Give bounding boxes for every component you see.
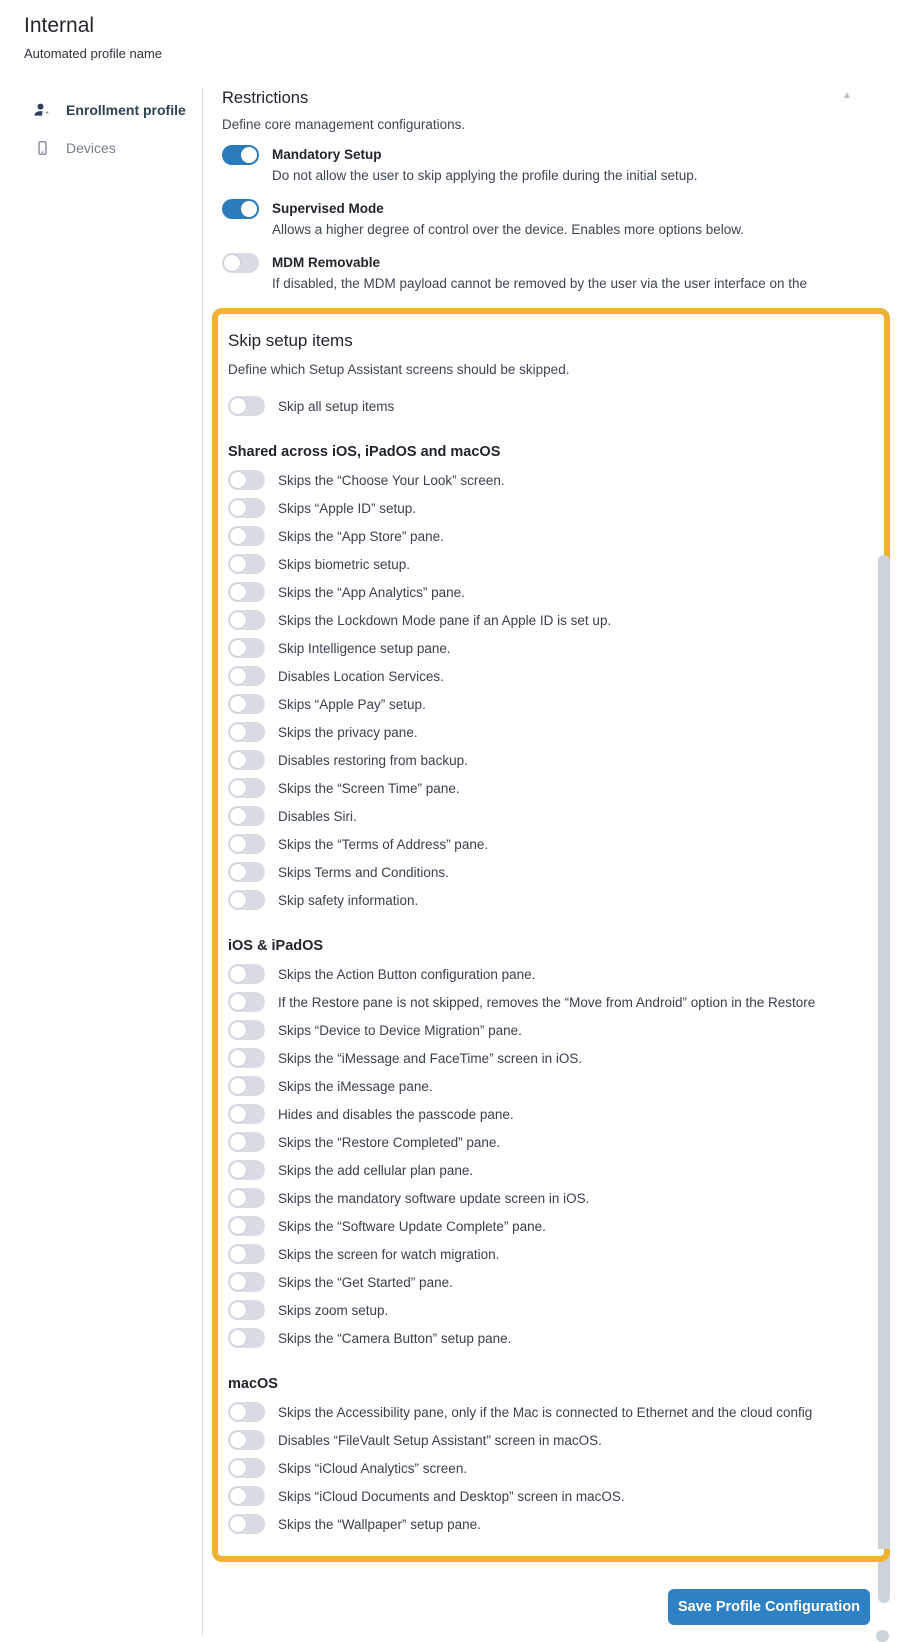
skip-row <box>228 666 884 686</box>
toggle-skips-the-screen-for-watch-migration[interactable] <box>228 1244 265 1264</box>
toggle-disables-filevault-setup-assistant-screen-in-mac[interactable] <box>228 1430 265 1450</box>
restriction-description: Allows a higher degree of control over the device. Enables more options below. <box>272 222 745 237</box>
toggle-skips-the-imessage-pane[interactable] <box>228 1076 265 1096</box>
skip-item-label: Skips the “Wallpaper” setup pane. <box>278 1516 481 1532</box>
skip-row <box>228 470 884 490</box>
save-profile-configuration-button[interactable]: Save Profile Configuration <box>668 1589 870 1625</box>
skip-row <box>228 638 884 658</box>
sidebar-item-enrollment-profile[interactable] <box>0 91 202 129</box>
collapse-section-icon[interactable]: ▲ <box>842 90 852 101</box>
skip-row <box>228 1514 884 1534</box>
skip-item-label: Skips the screen for watch migration. <box>278 1246 500 1262</box>
toggle-skips-zoom-setup[interactable] <box>228 1300 265 1320</box>
skip-item-label: Disables Location Services. <box>278 668 444 684</box>
toggle-skips-the-camera-button-setup-pane[interactable] <box>228 1328 265 1348</box>
skip-item-label: Disables restoring from backup. <box>278 752 468 768</box>
restriction-row-mdm-removable <box>222 253 913 294</box>
toggle-mdm-removable[interactable] <box>222 253 259 273</box>
skip-item-label: Skips the add cellular plan pane. <box>278 1162 474 1178</box>
skip-row <box>228 778 884 798</box>
skip-row <box>228 964 884 984</box>
skip-item-label: Skips the Accessibility pane, only if the Mac is connected to Ethernet and the cloud config <box>278 1404 813 1420</box>
skip-row <box>228 582 884 602</box>
skip-item-label: Skips “Apple ID” setup. <box>278 500 417 516</box>
skip-row <box>228 750 884 770</box>
sidebar <box>0 87 203 1636</box>
toggle-skip-intelligence-setup-pane[interactable] <box>228 638 265 658</box>
skip-row <box>228 1430 884 1450</box>
skip-setup-highlight-box <box>212 308 890 1562</box>
page-title: Internal <box>24 14 95 37</box>
toggle-skips-the-choose-your-look-screen[interactable] <box>228 470 265 490</box>
skip-item-label: Skips Terms and Conditions. <box>278 864 449 880</box>
toggle-skip-safety-information[interactable] <box>228 890 265 910</box>
skip-item-label: If the Restore pane is not skipped, removes the “Move from Android” option in the Restore <box>278 994 816 1010</box>
skip-item-label: Skips the “iMessage and FaceTime” screen in iOS. <box>278 1050 583 1066</box>
skip-item-label: Disables “FileVault Setup Assistant” screen in macOS. <box>278 1432 602 1448</box>
devices-icon <box>33 139 51 157</box>
skip-item-label: Skips the “App Store” pane. <box>278 528 444 544</box>
toggle-disables-location-services[interactable] <box>228 666 265 686</box>
skip-row <box>228 610 884 630</box>
toggle-skips-the-software-update-complete-pane[interactable] <box>228 1216 265 1236</box>
skip-item-label: Disables Siri. <box>278 808 357 824</box>
skip-item-label: Skips the “Terms of Address” pane. <box>278 836 489 852</box>
restrictions-description: Define core management configurations. <box>222 117 466 132</box>
main-layout <box>0 87 913 1636</box>
toggle-skips-icloud-analytics-screen[interactable] <box>228 1458 265 1478</box>
toggle-supervised-mode[interactable] <box>222 199 259 219</box>
toggle-skips-the-mandatory-software-update-screen-in-io[interactable] <box>228 1188 265 1208</box>
skip-row <box>228 862 884 882</box>
toggle-skips-the-privacy-pane[interactable] <box>228 722 265 742</box>
restrictions-title: Restrictions <box>222 89 309 107</box>
skip-row <box>228 1132 884 1152</box>
restrictions-section <box>222 88 913 294</box>
sidebar-item-label: Enrollment profile <box>66 102 186 118</box>
toggle-disables-restoring-from-backup[interactable] <box>228 750 265 770</box>
toggle-skips-device-to-device-migration-pane[interactable] <box>228 1020 265 1040</box>
page-header <box>0 0 913 61</box>
page-scrollbar-thumb[interactable] <box>876 1630 889 1642</box>
sidebar-item-label: Devices <box>66 140 116 156</box>
skip-row <box>228 1244 884 1264</box>
toggle-mandatory-setup[interactable] <box>222 145 259 165</box>
skip-item-label: Skips “iCloud Analytics” screen. <box>278 1460 468 1476</box>
toggle-skips-the-imessage-and-facetime-screen-in-ios[interactable] <box>228 1048 265 1068</box>
toggle-skips-the-screen-time-pane[interactable] <box>228 778 265 798</box>
skip-row <box>228 694 884 714</box>
skip-item-label: Skips the iMessage pane. <box>278 1078 433 1094</box>
toggle-skips-the-wallpaper-setup-pane[interactable] <box>228 1514 265 1534</box>
skip-row <box>228 1160 884 1180</box>
skip-item-label: Skips the mandatory software update screen in iOS. <box>278 1190 590 1206</box>
skip-row <box>228 834 884 854</box>
skip-item-label: Skip Intelligence setup pane. <box>278 640 451 656</box>
restrictions-toggle-list <box>222 145 913 294</box>
skip-row <box>228 1486 884 1506</box>
restriction-description: If disabled, the MDM payload cannot be removed by the user via the user interface on the <box>272 276 808 291</box>
skip-item-label: Skips biometric setup. <box>278 556 411 572</box>
toggle-skips-the-app-analytics-pane[interactable] <box>228 582 265 602</box>
skip-item-label: Skips “iCloud Documents and Desktop” screen in macOS. <box>278 1488 625 1504</box>
page-subtitle: Automated profile name <box>24 46 163 61</box>
toggle-skips-the-get-started-pane[interactable] <box>228 1272 265 1292</box>
skip-row <box>228 890 884 910</box>
skip-row <box>228 1216 884 1236</box>
skip-item-label: Skips the Lockdown Mode pane if an Apple ID is set up. <box>278 612 612 628</box>
skip-item-label: Skip safety information. <box>278 892 419 908</box>
skip-setup-description: Define which Setup Assistant screens should be skipped. <box>228 362 570 377</box>
sidebar-item-devices[interactable] <box>0 129 202 167</box>
skip-item-label: Skips “Device to Device Migration” pane. <box>278 1022 522 1038</box>
skip-item-label: Skips the Action Button configuration pane. <box>278 966 536 982</box>
skip-item-label: Skips the privacy pane. <box>278 724 418 740</box>
skip-all-label: Skip all setup items <box>278 398 395 414</box>
toggle-skips-apple-id-setup[interactable] <box>228 498 265 518</box>
toggle-skips-the-lockdown-mode-pane-if-an-apple-id-is-s[interactable] <box>228 610 265 630</box>
skip-item-label: Skips the “Choose Your Look” screen. <box>278 472 505 488</box>
skip-row <box>228 1020 884 1040</box>
skip-row <box>228 1458 884 1478</box>
toggle-skips-the-add-cellular-plan-pane[interactable] <box>228 1160 265 1180</box>
skip-item-label: Skips the “Get Started” pane. <box>278 1274 453 1290</box>
toggle-skips-the-action-button-configuration-pane[interactable] <box>228 964 265 984</box>
toggle-skips-the-terms-of-address-pane[interactable] <box>228 834 265 854</box>
restriction-title: MDM Removable <box>272 255 381 270</box>
toggle-if-the-restore-pane-is-not-skipped-removes-the-m[interactable] <box>228 992 265 1012</box>
skip-item-label: Skips “Apple Pay” setup. <box>278 696 426 712</box>
restriction-title: Supervised Mode <box>272 201 384 216</box>
skip-row <box>228 498 884 518</box>
toggle-skips-the-app-store-pane[interactable] <box>228 526 265 546</box>
toggle-skips-terms-and-conditions[interactable] <box>228 862 265 882</box>
skip-row <box>228 992 884 1012</box>
skip-row <box>228 526 884 546</box>
skip-row <box>228 1048 884 1068</box>
group-heading-ios-ipados: iOS & iPadOS <box>228 938 324 954</box>
skip-setup-title: Skip setup items <box>228 331 353 350</box>
toggle-hides-and-disables-the-passcode-pane[interactable] <box>228 1104 265 1124</box>
restriction-title: Mandatory Setup <box>272 147 382 162</box>
toggle-skips-the-accessibility-pane-only-if-the-mac-is-[interactable] <box>228 1402 265 1422</box>
restriction-row-mandatory-setup <box>222 145 913 186</box>
skip-item-label: Skips the “Restore Completed” pane. <box>278 1134 501 1150</box>
skip-row <box>228 722 884 742</box>
skip-row <box>228 1328 884 1348</box>
skip-row <box>228 1188 884 1208</box>
toggle-skip-all-setup-items[interactable] <box>228 396 265 416</box>
skip-groups <box>228 444 884 1534</box>
skip-item-label: Skips the “Camera Button” setup pane. <box>278 1330 512 1346</box>
skip-row <box>228 1272 884 1292</box>
skip-row <box>228 806 884 826</box>
toggle-skips-biometric-setup[interactable] <box>228 554 265 574</box>
skip-row <box>228 1104 884 1124</box>
restriction-description: Do not allow the user to skip applying the profile during the initial setup. <box>272 168 698 183</box>
group-heading-macos: macOS <box>228 1376 278 1392</box>
skip-row <box>228 1076 884 1096</box>
enrollment-profile-icon <box>33 101 51 119</box>
skip-row <box>228 1300 884 1320</box>
skip-row <box>228 1402 884 1422</box>
skip-item-label: Skips the “App Analytics” pane. <box>278 584 465 600</box>
toggle-skips-icloud-documents-and-desktop-screen-in-mac[interactable] <box>228 1486 265 1506</box>
skip-row <box>228 554 884 574</box>
skip-item-label: Hides and disables the passcode pane. <box>278 1106 514 1122</box>
restriction-row-supervised-mode <box>222 199 913 240</box>
profile-content-pane <box>203 87 913 1636</box>
group-heading-shared-across-ios-ipados-and-macos: Shared across iOS, iPadOS and macOS <box>228 444 501 460</box>
toggle-skips-the-restore-completed-pane[interactable] <box>228 1132 265 1152</box>
toggle-disables-siri[interactable] <box>228 806 265 826</box>
skip-item-label: Skips zoom setup. <box>278 1302 389 1318</box>
skip-all-row <box>228 396 884 416</box>
pane-scrollbar-thumb[interactable] <box>878 555 890 1549</box>
skip-item-label: Skips the “Screen Time” pane. <box>278 780 460 796</box>
skip-item-label: Skips the “Software Update Complete” pane. <box>278 1218 546 1234</box>
toggle-skips-apple-pay-setup[interactable] <box>228 694 265 714</box>
